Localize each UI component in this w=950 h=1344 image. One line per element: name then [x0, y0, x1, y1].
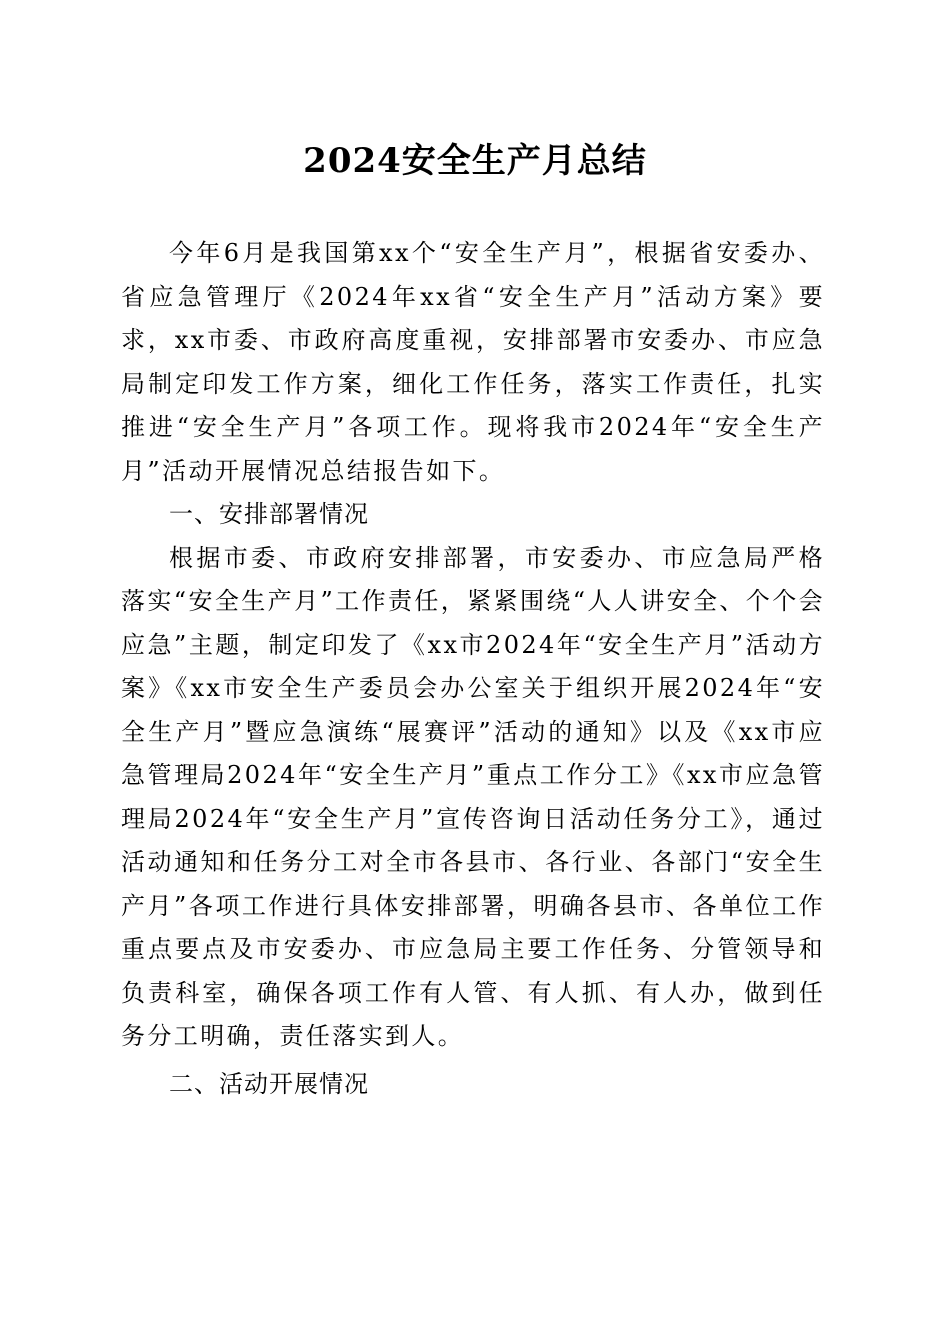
section-1-paragraph: 根据市委、市政府安排部署，市安委办、市应急局严格落实“安全生产月”工作责任，紧紧围绕“人人讲安全、个个会应急”主题，制定印发了《xx市2024年“安全生产月”活动方案》《xx市安全生产委员会办公室关于组织开展2024年“安全生产月”暨应急演练“展赛评”活动的通知》以及《xx市应急管理局2024年“安全生产月”重点工作分工》《xx市应急管理局2024年“安全生产月”宣传咨询日活动任务分工》，通过活动通知和任务分工对全市各县市、各行业、各部门“安全生产月”各项工作进行具体安排部署，明确各县市、各单位工作重点要点及市安委办、市应急局主要工作任务、分管领导和负责科室，确保各项工作有人管、有人抓、有人办，做到任务分工明确，责任落实到人。 — [121, 543, 826, 1050]
document-body — [121, 232, 825, 1106]
section-heading-1: 一、安排部署情况 — [169, 500, 369, 528]
intro-paragraph: 今年6月是我国第xx个“安全生产月”，根据省安委办、省应急管理厅《2024年xx省“安全生产月”活动方案》要求，xx市委、市政府高度重视，安排部署市安委办、市应急局制定印发工作方案，细化工作任务，落实工作责任，扎实推进“安全生产月”各项工作。现将我市2024年“安全生产月”活动开展情况总结报告如下。 — [121, 239, 825, 485]
document-title: 2024安全生产月总结 — [303, 141, 647, 181]
section-heading-2: 二、活动开展情况 — [169, 1069, 369, 1098]
